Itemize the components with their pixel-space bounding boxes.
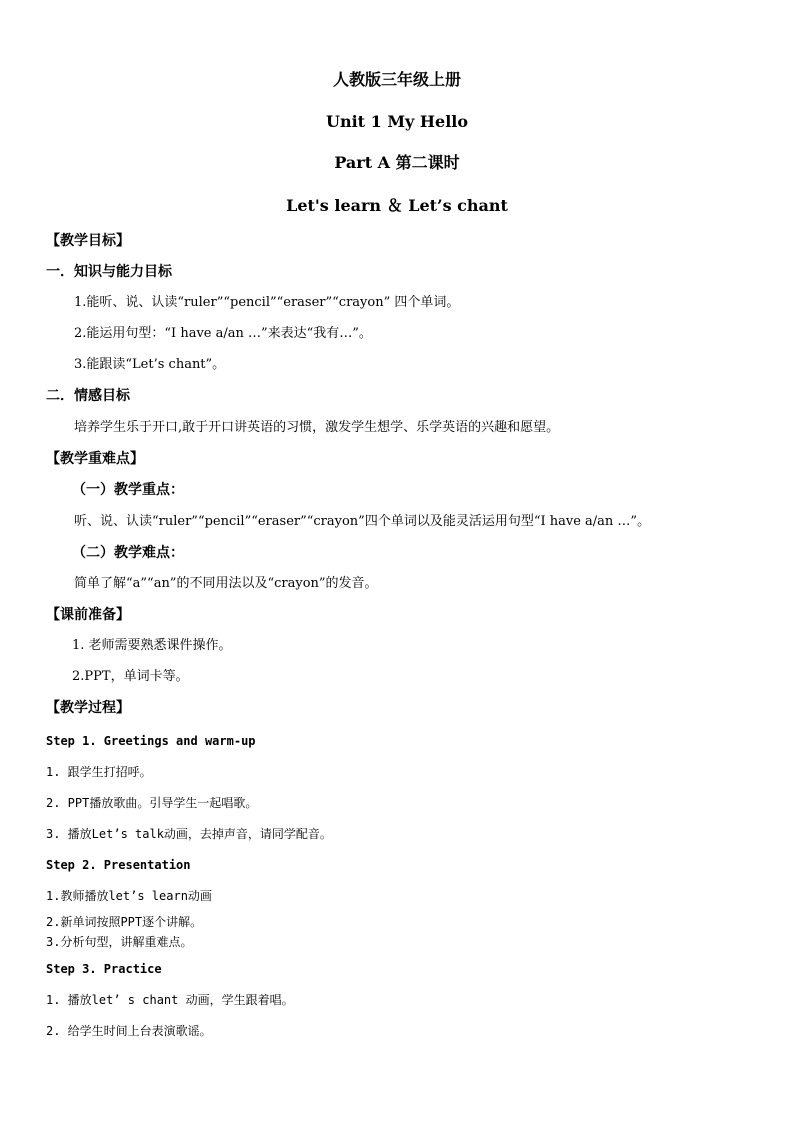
preparation-item: 2.PPT，单词卡等。 (72, 669, 189, 684)
step3-item: 1. 播放let’ s chant 动画，学生跟着唱。 (46, 993, 294, 1007)
objective-item: 1.能听、说、认读“ruler”“pencil”“eraser”“crayon” 四个单词。 (74, 295, 460, 310)
focus-text: 听、说、认读“ruler”“pencil”“eraser”“crayon”四个单词以及能灵活运用句型“I have a/an …”。 (74, 514, 651, 529)
key-points-heading: 【教学重难点】 (46, 451, 144, 467)
step2-item: 2.新单词按照PPT逐个讲解。 (46, 915, 203, 929)
lesson-title: Let's learn ＆ Let’s chant (286, 196, 508, 215)
step3-item: 2. 给学生时间上台表演歌谣。 (46, 1024, 212, 1038)
step1-item: 3. 播放Let’s talk动画，去掉声音，请同学配音。 (46, 827, 332, 841)
document-title: 人教版三年级上册 (332, 70, 461, 89)
step1-heading: Step 1. Greetings and warm-up (46, 734, 256, 748)
step2-item: 3.分析句型，讲解重难点。 (46, 935, 193, 949)
difficulty-text: 简单了解“a”“an”的不同用法以及“crayon”的发音。 (74, 576, 378, 591)
step2-heading: Step 2. Presentation (46, 858, 191, 872)
step2-item: 1.教师播放let’s learn动画 (46, 889, 212, 903)
step3-heading: Step 3. Practice (46, 962, 162, 976)
step1-item: 1. 跟学生打招呼。 (46, 765, 152, 779)
emotional-heading: 二．情感目标 (46, 388, 130, 404)
preparation-heading: 【课前准备】 (46, 607, 130, 623)
objectives-heading: 【教学目标】 (46, 233, 130, 249)
process-heading: 【教学过程】 (46, 700, 130, 716)
difficulty-heading: （二）教学难点： (72, 545, 184, 561)
objective-item: 3.能跟读“Let’s chant”。 (74, 357, 226, 372)
unit-title: Unit 1 My Hello (325, 112, 469, 131)
objective-item: 2.能运用句型：“I have a/an …”来表达“我有…”。 (74, 326, 372, 341)
knowledge-ability-heading: 一．知识与能力目标 (46, 264, 172, 280)
focus-heading: （一）教学重点： (72, 482, 184, 498)
preparation-item: 1. 老师需要熟悉课件操作。 (72, 638, 232, 653)
emotional-text: 培养学生乐于开口,敢于开口讲英语的习惯，激发学生想学、乐学英语的兴趣和愿望。 (74, 420, 560, 435)
part-title: Part A 第二课时 (334, 153, 460, 172)
step1-item: 2. PPT播放歌曲。引导学生一起唱歌。 (46, 796, 258, 810)
